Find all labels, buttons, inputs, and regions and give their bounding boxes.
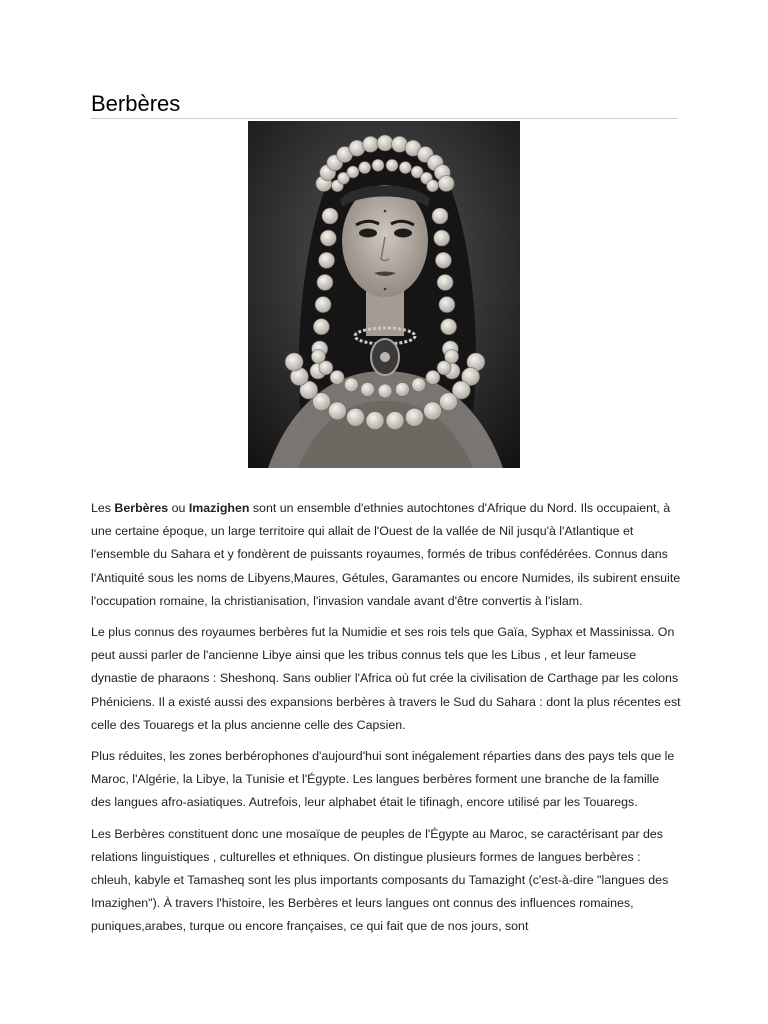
coin — [432, 208, 448, 224]
coin — [435, 252, 451, 268]
coin — [319, 252, 335, 268]
coin — [395, 382, 409, 396]
coin — [440, 393, 458, 411]
coin — [399, 162, 411, 174]
coin — [437, 361, 451, 375]
bold-term: Berbères — [114, 501, 169, 515]
paragraph-text: Plus réduites, les zones berbérophones d'aujourd'hui sont inégalement réparties dans des pays tels que le Maroc, l'Algérie, la Libye, la Tunisie et l'Égypte. Les langues berbères forment une branche de la famille des langues afro-asiatiques. Autrefois, leur alphabet était le tifinagh, encore utilisé par les Touaregs. — [91, 749, 675, 810]
paragraph — [91, 745, 681, 815]
coin — [328, 402, 346, 420]
coin — [437, 274, 453, 290]
coin — [441, 319, 457, 335]
right-eye — [394, 229, 412, 238]
chin-tattoo — [384, 288, 387, 291]
coin — [361, 382, 375, 396]
paragraph-text: Les — [91, 501, 115, 515]
coin — [366, 412, 384, 430]
portrait-image — [248, 121, 520, 468]
coin — [313, 319, 329, 335]
page-title: Berbères — [91, 91, 181, 116]
article-body — [91, 497, 681, 947]
bold-term: Imazighen — [188, 501, 250, 515]
coin — [317, 274, 333, 290]
paragraph-text: ou — [168, 501, 189, 515]
coin — [320, 230, 336, 246]
coin — [439, 297, 455, 313]
coin — [311, 350, 325, 364]
left-eye — [359, 229, 377, 238]
paragraph-text: Le plus connus des royaumes berbères fut la Numidie et ses rois tels que Gaïa, Syphax et Massinissa. On peut aussi parler de l'ancienne Libye ainsi que les tribus connus tels que les Libus , et leur fameuse dynastie de pharaons : Sheshonq. Sans oublier l'Africa où fut crée la civilisation de Carthage par les colons Phéniciens. Il a existé aussi des expansions berbères à travers le Sud du Sahara : dont la plus récentes est celle des Touaregs et la plus ancienne celle des Capsien. — [91, 625, 681, 732]
coin — [434, 230, 450, 246]
coin — [347, 166, 359, 178]
coin — [378, 384, 392, 398]
coin — [412, 378, 426, 392]
coin — [377, 135, 393, 151]
forehead-tattoo — [384, 210, 387, 213]
title-divider — [91, 118, 678, 119]
portrait-photo — [248, 121, 520, 468]
coin — [426, 370, 440, 384]
pendant-center — [380, 352, 390, 362]
coin — [427, 180, 439, 192]
paragraph — [91, 621, 681, 737]
paragraph — [91, 823, 681, 939]
coin — [285, 353, 303, 371]
coin — [359, 162, 371, 174]
coin — [347, 408, 365, 426]
coin — [372, 159, 384, 171]
coin — [315, 297, 331, 313]
coin — [438, 176, 454, 192]
coin — [386, 412, 404, 430]
coin — [344, 378, 358, 392]
paragraph — [91, 497, 681, 613]
coin — [406, 408, 424, 426]
coin — [363, 136, 379, 152]
coin — [322, 208, 338, 224]
coin — [330, 370, 344, 384]
coin — [424, 402, 442, 420]
paragraph-text: sont un ensemble d'ethnies autochtones d'Afrique du Nord. Ils occupaient, à une certaine époque, un large territoire qui allait de l'Ouest de la vallée de Nil jusqu'à l'Atlantique et l'ensemble du Sahara et y fondèrent de puissants royaumes, formés de tribus confédérées. Connus dans l'Antiquité sous les noms de Libyens,Maures, Gétules, Garamantes ou encore Numides, ils subirent ensuite l'occupation romaine, la christianisation, l'invasion vandale avant d'être convertis à l'islam. — [91, 501, 681, 608]
paragraph-text: Les Berbères constituent donc une mosaïque de peuples de l'Égypte au Maroc, se caractérisant par des relations linguistiques , culturelles et ethniques. On distingue plusieurs formes de langues berbères : chleuh, kabyle et Tamasheq sont les plus importants composants du Tamazight (c'est-à-dire "langues des Imazighen"). À travers l'histoire, les Berbères et leurs langues ont connus des influences romaines, puniques,arabes, turque ou encore françaises, ce qui fait que de nos jours, sont — [91, 826, 669, 934]
coin — [386, 159, 398, 171]
